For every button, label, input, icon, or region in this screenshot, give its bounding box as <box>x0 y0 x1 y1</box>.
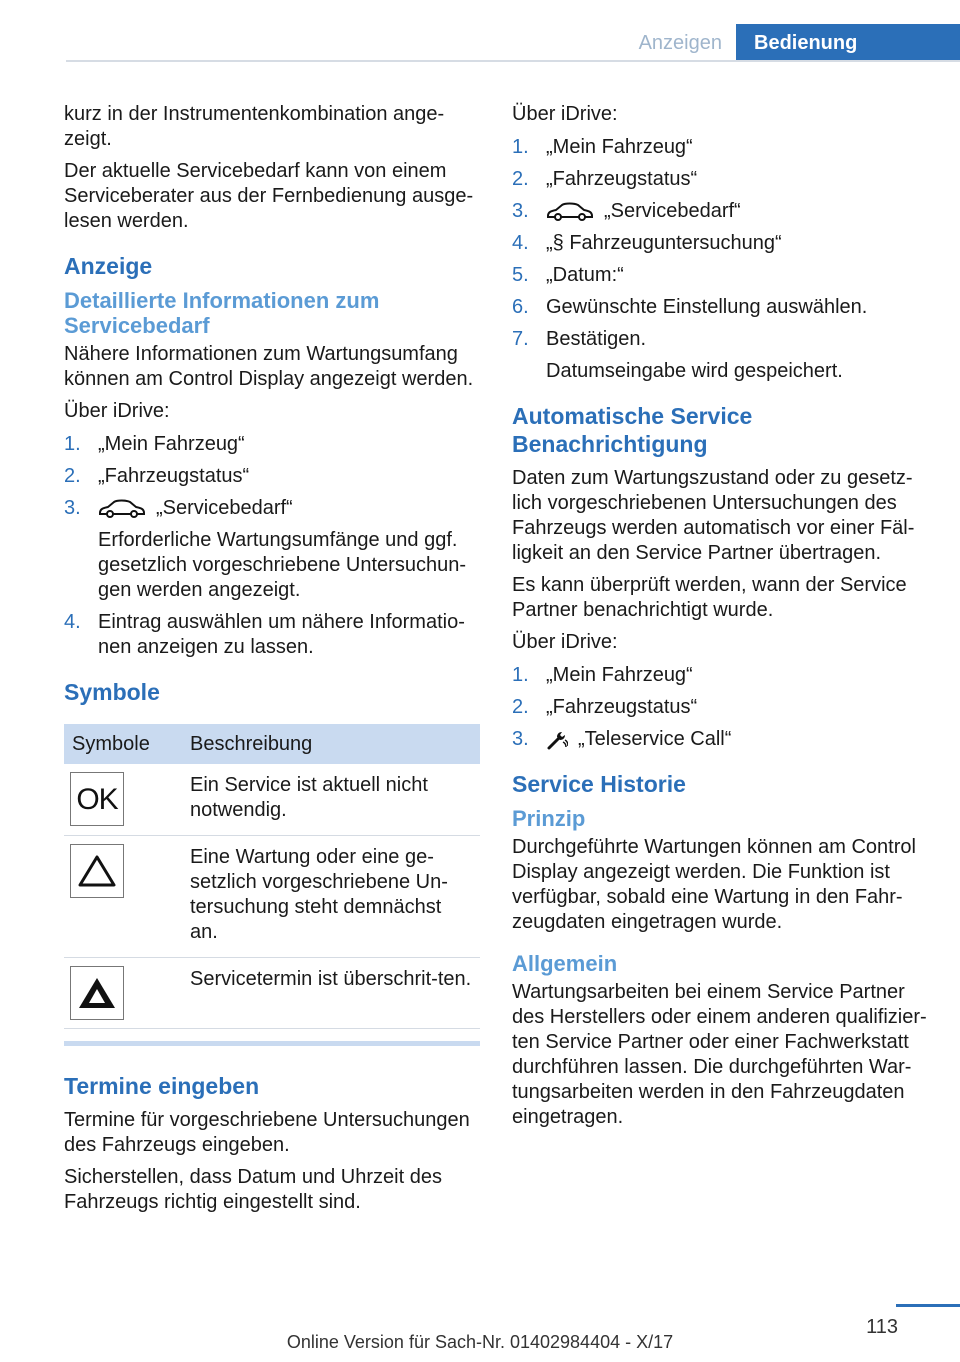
heading-termine-eingeben: Termine eingeben <box>64 1073 260 1099</box>
step-text: „Servicebedarf“ <box>156 497 293 519</box>
step-text: Gewünschte Einstellung auswählen. <box>546 296 868 318</box>
table-header-symbole: Symbole <box>64 724 182 764</box>
footer-rule <box>896 1304 960 1307</box>
table-cell: Ein Service ist aktuell nicht notwendig. <box>182 764 480 836</box>
list-item <box>64 432 480 457</box>
header-tab-bedienung: Bedienung <box>736 24 960 62</box>
step-number: 1. <box>64 433 81 455</box>
paragraph: Daten zum Wartungszustand oder zu gesetz-lich vorgeschriebenen Untersuchungen des Fahrzeugs werden automatisch vor einer Fäl-ligkeit an den Service Partner übertragen. <box>512 467 915 564</box>
step-number: 2. <box>512 168 529 190</box>
table-row <box>64 836 480 958</box>
symbol-table <box>64 724 480 1029</box>
step-text: „Mein Fahrzeug“ <box>546 664 693 686</box>
steps-list <box>64 432 480 660</box>
steps-list <box>512 135 928 384</box>
ok-icon-label: OK <box>76 782 118 816</box>
heading-anzeige: Anzeige <box>64 253 153 279</box>
header-rule <box>66 60 960 62</box>
paragraph: Es kann überprüft werden, wann der Service Partner benachrichtigt wurde. <box>512 574 907 621</box>
step-text: „Mein Fahrzeug“ <box>98 433 245 455</box>
step-number: 3. <box>64 497 81 519</box>
list-item <box>512 327 928 384</box>
table-cell: Eine Wartung oder eine ge-setzlich vorgeschriebene Un-tersuchung steht demnächst an. <box>182 836 480 958</box>
warning-triangle-icon <box>70 844 124 898</box>
step-text: „Servicebedarf“ <box>604 200 741 222</box>
table-header-beschreibung: Beschreibung <box>182 724 480 764</box>
car-icon <box>98 499 146 519</box>
list-item <box>512 727 928 752</box>
step-number: 3. <box>512 728 529 750</box>
step-text: „Fahrzeugstatus“ <box>546 696 698 718</box>
paragraph: Sicherstellen, dass Datum und Uhrzeit des Fahrzeugs richtig eingestellt sind. <box>64 1166 442 1213</box>
heading-service-historie: Service Historie <box>512 771 686 797</box>
list-item <box>512 295 928 320</box>
ok-icon <box>70 772 124 826</box>
steps-list <box>512 663 928 752</box>
step-number: 3. <box>512 200 529 222</box>
list-item <box>64 496 480 603</box>
step-number: 5. <box>512 264 529 286</box>
car-icon <box>546 202 594 222</box>
list-item <box>512 199 928 224</box>
footer-text: Online Version für Sach-Nr. 01402984404 - X/17 <box>286 1332 674 1352</box>
step-number: 6. <box>512 296 529 318</box>
teleservice-wrench-icon <box>546 729 568 751</box>
step-number: 1. <box>512 664 529 686</box>
list-item <box>512 695 928 720</box>
step-text: „Fahrzeugstatus“ <box>98 465 250 487</box>
heading-symbole: Symbole <box>64 679 160 705</box>
step-number: 4. <box>512 232 529 254</box>
step-subtext: Erforderliche Wartungsumfänge und ggf. gesetzlich vorgeschriebene Untersuchun-gen werden angezeigt. <box>98 529 466 601</box>
step-text: Eintrag auswählen um nähere Informatio-nen anzeigen zu lassen. <box>98 611 465 658</box>
step-text: „Datum:“ <box>546 264 624 286</box>
paragraph: Über iDrive: <box>512 631 618 653</box>
warning-triangle-filled-icon <box>70 966 124 1020</box>
step-text: „Teleservice Call“ <box>578 728 732 750</box>
paragraph: Über iDrive: <box>512 103 618 125</box>
right-column <box>512 102 928 1137</box>
paragraph: Termine für vorgeschriebene Untersuchungen des Fahrzeugs eingeben. <box>64 1109 470 1156</box>
list-item <box>64 464 480 489</box>
heading-automatische-service-benachrichtigung: Automatische Service Benachrichtigung <box>512 403 753 457</box>
header-tab-anzeigen: Anzeigen <box>638 32 722 54</box>
heading-detaillierte-informationen: Detaillierte Informationen zum Servicebedarf <box>64 288 380 338</box>
step-text: Bestätigen. <box>546 328 647 350</box>
step-text: „§ Fahrzeuguntersuchung“ <box>546 232 782 254</box>
table-row <box>64 958 480 1029</box>
list-item <box>512 231 928 256</box>
paragraph: Nähere Informationen zum Wartungsumfang können am Control Display angezeigt werden. <box>64 343 474 390</box>
step-number: 2. <box>512 696 529 718</box>
table-row <box>64 764 480 836</box>
step-number: 4. <box>64 611 81 633</box>
table-end-rule <box>64 1041 480 1046</box>
step-subtext: Datumseingabe wird gespeichert. <box>546 360 843 382</box>
paragraph: kurz in der Instrumentenkombination ange- zeigt. <box>64 103 445 150</box>
list-item <box>512 263 928 288</box>
left-column <box>64 102 480 1222</box>
list-item <box>64 610 480 660</box>
step-number: 2. <box>64 465 81 487</box>
heading-prinzip: Prinzip <box>512 806 586 831</box>
page-number: 113 <box>866 1316 898 1338</box>
page-header <box>66 24 960 62</box>
step-number: 7. <box>512 328 529 350</box>
step-number: 1. <box>512 136 529 158</box>
step-text: „Mein Fahrzeug“ <box>546 136 693 158</box>
table-cell: Servicetermin ist überschrit-ten. <box>182 958 480 1029</box>
paragraph: Über iDrive: <box>64 400 170 422</box>
step-text: „Fahrzeugstatus“ <box>546 168 698 190</box>
paragraph: Der aktuelle Servicebedarf kann von einem Serviceberater aus der Fernbedienung ausge-lesen werden. <box>64 160 474 232</box>
paragraph: Durchgeführte Wartungen können am Control Display angezeigt werden. Die Funktion ist verfügbar, sobald eine Wartung in den Fahr-zeugdaten eingetragen wurde. <box>512 836 916 933</box>
list-item <box>512 663 928 688</box>
heading-allgemein: Allgemein <box>512 951 618 976</box>
list-item <box>512 167 928 192</box>
list-item <box>512 135 928 160</box>
paragraph: Wartungsarbeiten bei einem Service Partner des Herstellers oder einem anderen qualifizier-ten Service Partner oder einer Fachwerkstatt durchführen lassen. Die durchgeführten War-tungsarbeiten werden in den Fahrzeugdaten eingetragen. <box>512 981 927 1128</box>
